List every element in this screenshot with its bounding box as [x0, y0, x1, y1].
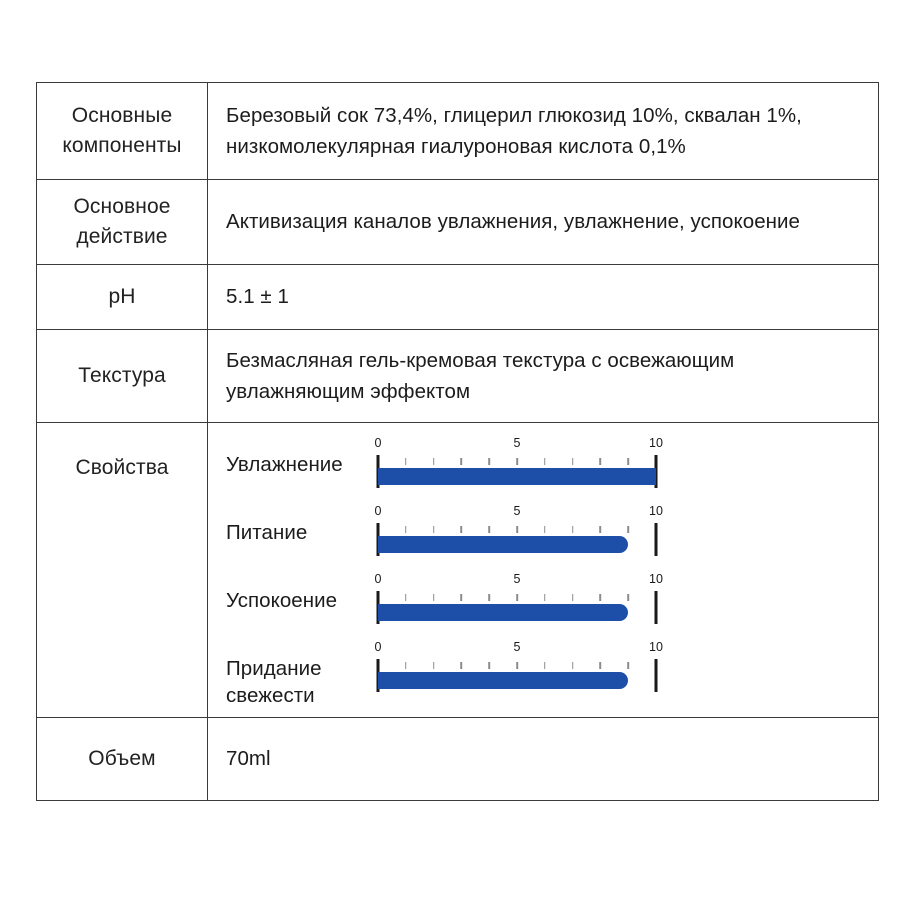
label-texture [37, 351, 207, 401]
meter-scale-label: 5 [513, 504, 521, 518]
row-value-cell [208, 718, 879, 801]
meter-bar [378, 536, 628, 553]
meter-tick-minor [600, 594, 602, 601]
property-name [226, 639, 378, 709]
row-value-cell [208, 180, 879, 265]
value-line: 5.1 ± 1 [226, 285, 289, 309]
property-row [226, 435, 878, 503]
table-row-properties [37, 423, 879, 718]
meter-scale-label: 0 [374, 640, 382, 654]
meter-tick-minor [600, 458, 602, 465]
meter-scale-label: 0 [374, 572, 382, 586]
meter-scale-labels [374, 436, 664, 452]
row-label-cell [37, 718, 208, 801]
label-volume [37, 734, 207, 784]
property-name-line: Питание [226, 521, 308, 544]
meter-tick-minor [627, 662, 629, 669]
meter-scale-labels [374, 504, 664, 520]
meter-track [378, 466, 664, 488]
meter-tick-minor [627, 594, 629, 601]
meter-tick-minor [600, 526, 602, 533]
meter-tick-minor [433, 662, 435, 669]
meter-scale-label: 10 [649, 640, 663, 654]
row-label-cell [37, 180, 208, 265]
label-line: Объем [88, 747, 156, 771]
property-name-line: Успокоение [226, 589, 338, 612]
property-row [226, 503, 878, 571]
value-line: 70ml [226, 747, 271, 771]
meter-tick-minor [461, 526, 463, 533]
meter-tick-minor [488, 594, 490, 601]
row-value-cell [208, 265, 879, 330]
meter-track [378, 602, 664, 624]
meter-scale-label: 10 [649, 572, 663, 586]
meter-tick-major [655, 455, 658, 466]
meter-scale-label: 5 [513, 436, 521, 450]
meter-tick-minor [405, 662, 407, 669]
meter-tick-minor [572, 594, 574, 601]
meter-tick-major [655, 523, 658, 534]
meter-scale-labels [374, 640, 664, 656]
label-line: pH [108, 285, 136, 309]
meter-ticks [378, 523, 664, 534]
meter-tick-minor [544, 526, 546, 533]
meter-scale-label: 10 [649, 436, 663, 450]
row-label-cell [37, 83, 208, 180]
value-line: низкомолекулярная гиалуроновая кислота 0,1% [226, 135, 686, 158]
label-line: действие [76, 225, 168, 248]
meter-ticks [378, 455, 664, 466]
property-meter [374, 571, 664, 635]
product-spec-table [36, 82, 879, 801]
value-main-action [208, 194, 878, 249]
meter-tick-minor [544, 594, 546, 601]
properties-chart [208, 423, 878, 717]
value-texture [208, 333, 878, 419]
meter-tick-minor [600, 662, 602, 669]
meter-tick-minor [516, 526, 518, 533]
label-ph [37, 272, 207, 322]
row-value-cell [208, 330, 879, 423]
row-value-cell [208, 83, 879, 180]
meter-tick-minor [572, 526, 574, 533]
meter-tick-minor [488, 458, 490, 465]
value-line: Березовый сок 73,4%, глицерил глюкозид 10%, сквалан 1%, [226, 103, 802, 127]
meter-bar [378, 604, 628, 621]
meter-tick-minor [572, 458, 574, 465]
value-main-components [208, 88, 878, 174]
meter-tick-minor [405, 458, 407, 465]
label-line: Текстура [78, 364, 166, 388]
meter-scale-label: 10 [649, 504, 663, 518]
meter-ticks [378, 591, 664, 602]
table-row-texture [37, 330, 879, 423]
table-row-volume [37, 718, 879, 801]
value-ph [208, 271, 878, 322]
property-name [226, 571, 378, 614]
meter-scale-label: 5 [513, 572, 521, 586]
meter-tick-minor [627, 526, 629, 533]
meter-tick-minor [516, 594, 518, 601]
meter-bar [378, 672, 628, 689]
label-main-action [37, 182, 207, 262]
property-name-line: Увлажнение [226, 453, 343, 476]
meter-tick-minor [433, 526, 435, 533]
meter-tick-major [377, 455, 380, 466]
meter-scale-label: 5 [513, 640, 521, 654]
property-meter [374, 503, 664, 567]
row-value-cell-properties [208, 423, 879, 718]
label-line: компоненты [62, 134, 182, 157]
meter-tick-minor [544, 662, 546, 669]
label-line: Основные [71, 104, 173, 128]
meter-tick-major [655, 591, 658, 602]
value-line: увлажняющим эффектом [226, 380, 471, 403]
property-name-line: свежести [226, 684, 315, 708]
table-row-main-components [37, 83, 879, 180]
meter-tick-minor [627, 458, 629, 465]
meter-tick-major [377, 591, 380, 602]
meter-tick-minor [461, 594, 463, 601]
property-name-line: Придание [226, 657, 322, 680]
meter-scale-label: 0 [374, 436, 382, 450]
meter-scale-label: 0 [374, 504, 382, 518]
label-main-components [37, 91, 207, 171]
label-properties [37, 423, 207, 493]
row-label-cell [37, 423, 208, 718]
meter-endcap-max [655, 670, 658, 692]
meter-tick-minor [461, 662, 463, 669]
meter-track [378, 670, 664, 692]
meter-tick-major [377, 523, 380, 534]
meter-tick-minor [433, 594, 435, 601]
property-name [226, 503, 378, 546]
meter-tick-minor [544, 458, 546, 465]
property-meter [374, 639, 664, 703]
property-row [226, 571, 878, 639]
meter-tick-minor [461, 458, 463, 465]
meter-endcap-max [655, 602, 658, 624]
meter-tick-major [377, 659, 380, 670]
meter-tick-minor [433, 458, 435, 465]
label-line: Свойства [75, 456, 169, 479]
property-name [226, 435, 378, 478]
meter-tick-minor [405, 594, 407, 601]
table-body [37, 83, 879, 801]
meter-tick-minor [516, 458, 518, 465]
meter-endcap-max [655, 534, 658, 556]
meter-ticks [378, 659, 664, 670]
value-line: Безмасляная гель-кремовая текстура с освежающим [226, 348, 735, 372]
table-row-ph [37, 265, 879, 330]
value-line: Активизация каналов увлажнения, увлажнение, успокоение [226, 210, 800, 234]
meter-tick-minor [516, 662, 518, 669]
property-meter [374, 435, 664, 499]
meter-tick-minor [572, 662, 574, 669]
meter-tick-major [655, 659, 658, 670]
row-label-cell [37, 330, 208, 423]
meter-track [378, 534, 664, 556]
meter-tick-minor [405, 526, 407, 533]
meter-tick-minor [488, 526, 490, 533]
table-row-main-action [37, 180, 879, 265]
meter-bar [378, 468, 656, 485]
meter-tick-minor [488, 662, 490, 669]
label-line: Основное [73, 195, 171, 219]
value-volume [208, 733, 878, 784]
property-row [226, 639, 878, 707]
meter-scale-labels [374, 572, 664, 588]
row-label-cell [37, 265, 208, 330]
